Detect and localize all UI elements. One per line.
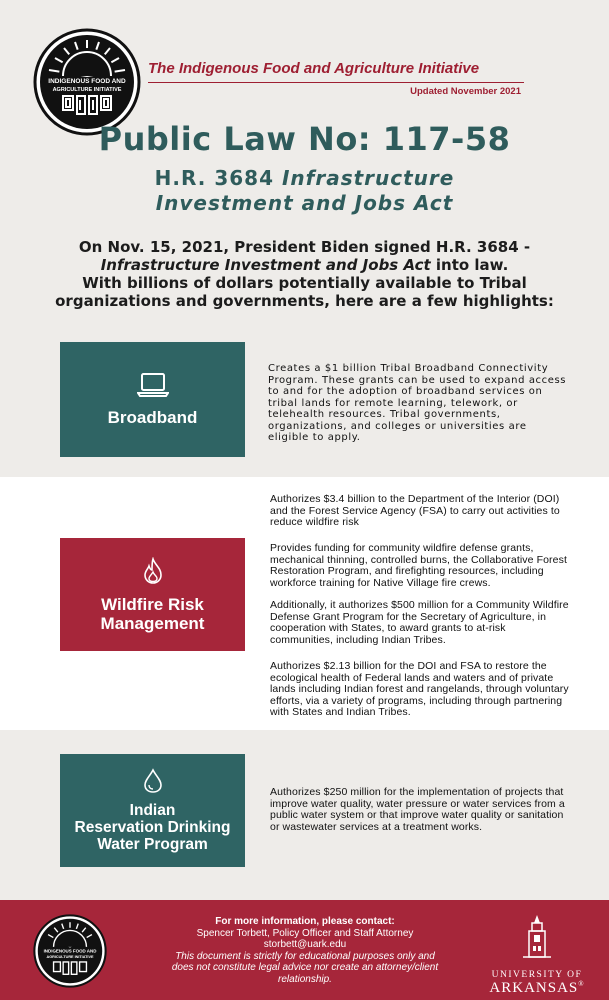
water-program-box: [60, 754, 245, 867]
water-label-line3: Water Program: [97, 836, 208, 853]
water-program-description: Authorizes $250 million for the implementation of projects that improve water quality, water pressure or water services from a public water system or that improve water quality or sanitation or wastewater services at a treatment works.: [270, 786, 565, 833]
intro-act-name: Infrastructure Investment and Jobs Act: [100, 256, 431, 274]
contact-name: Spencer Torbett, Policy Officer and Staff Attorney: [196, 927, 414, 939]
wildfire-paragraph-4: Authorizes $2.13 billion for the DOI and FSA to restore the ecological health of Federal lands and waters and of private lands including Indian forest and rangelands, through voluntary efforts, via a variety of programs, including through partnering with States and Indian Tribes.: [270, 660, 569, 718]
broadband-box: [60, 342, 245, 457]
footer-logo-bottom-text: AGRICULTURE INITIATIVE: [46, 954, 94, 959]
arkansas-text: [477, 980, 597, 997]
disclaimer: This document is strictly for educational purposes only and does not constitute legal advice nor create an attorney/client relationship.: [171, 950, 439, 985]
wildfire-paragraph-2: Provides funding for community wildfire defense grants, mechanical thinning, controlled burns, the Collaborative Forest Restoration Program, and firefighting resources, including workforce training for Native Village fire crews.: [270, 542, 567, 589]
water-label-line1: Indian: [129, 802, 176, 819]
header-divider: [148, 82, 524, 83]
intro-line2-rest: into law.: [430, 256, 509, 274]
contact-heading: For more information, please contact:: [215, 916, 395, 927]
wildfire-paragraph-1: Authorizes $3.4 billion to the Department of the Interior (DOI) and the Forest Service Agency (FSA) to carry out activities to reduce wildfire risk: [270, 493, 560, 528]
law-title: Public Law No: 117-58: [98, 120, 511, 158]
contact-email[interactable]: storbett@uark.edu: [263, 939, 347, 950]
flame-icon: [142, 557, 164, 585]
university-of-arkansas-logo: [477, 913, 597, 997]
wildfire-box: [60, 538, 245, 651]
water-drop-icon: [142, 768, 164, 794]
broadband-label: Broadband: [107, 408, 198, 427]
laptop-icon: [137, 372, 169, 398]
registered-mark: ®: [578, 980, 585, 988]
footer-ifai-logo: [33, 914, 107, 988]
water-label-line2: Reservation Drinking: [74, 819, 231, 836]
contact-info: [165, 916, 445, 985]
wildfire-paragraph-3: Additionally, it authorizes $500 million for a Community Wildfire Defense Grant Program for the Secretary of Agriculture, in cooperation with States, to award grants to at-risk communities, including Indian Tribes.: [270, 599, 569, 646]
intro-line4: organizations and governments, here are a few highlights:: [55, 292, 554, 310]
logo-top-text: INDIGENOUS FOOD AND: [48, 78, 126, 85]
intro-text: [0, 238, 609, 310]
logo-bottom-text: AGRICULTURE INITIATIVE: [52, 87, 122, 93]
university-of-text: UNIVERSITY OF: [491, 970, 583, 980]
bill-number: H.R. 3684: [154, 166, 282, 190]
wildfire-label-line2: Management: [100, 613, 205, 633]
org-title: The Indigenous Food and Agriculture Initiative: [148, 60, 480, 77]
old-main-tower-icon: [519, 913, 555, 961]
wildfire-label-line1: Wildfire Risk: [101, 594, 204, 614]
footer-logo-top-text: INDIGENOUS FOOD AND: [43, 948, 97, 954]
updated-date: Updated November 2021: [410, 86, 521, 97]
bill-name-line1: Infrastructure: [281, 166, 455, 190]
arkansas-word: ARKANSAS: [489, 980, 579, 996]
intro-line3: With billions of dollars potentially available to Tribal: [82, 274, 527, 292]
broadband-description: Creates a $1 billion Tribal Broadband Connectivity Program. These grants can be used to expand access to and for the adoption of broadband services on tribal lands for remote learning, telework, or telehealth resources. Tribal governments, organizations, and colleges or universities are eligible to apply.: [268, 363, 567, 443]
bill-title: [0, 166, 609, 216]
intro-line1: On Nov. 15, 2021, President Biden signed H.R. 3684 -: [78, 238, 531, 256]
bill-name-line2: Investment and Jobs Act: [155, 191, 454, 215]
